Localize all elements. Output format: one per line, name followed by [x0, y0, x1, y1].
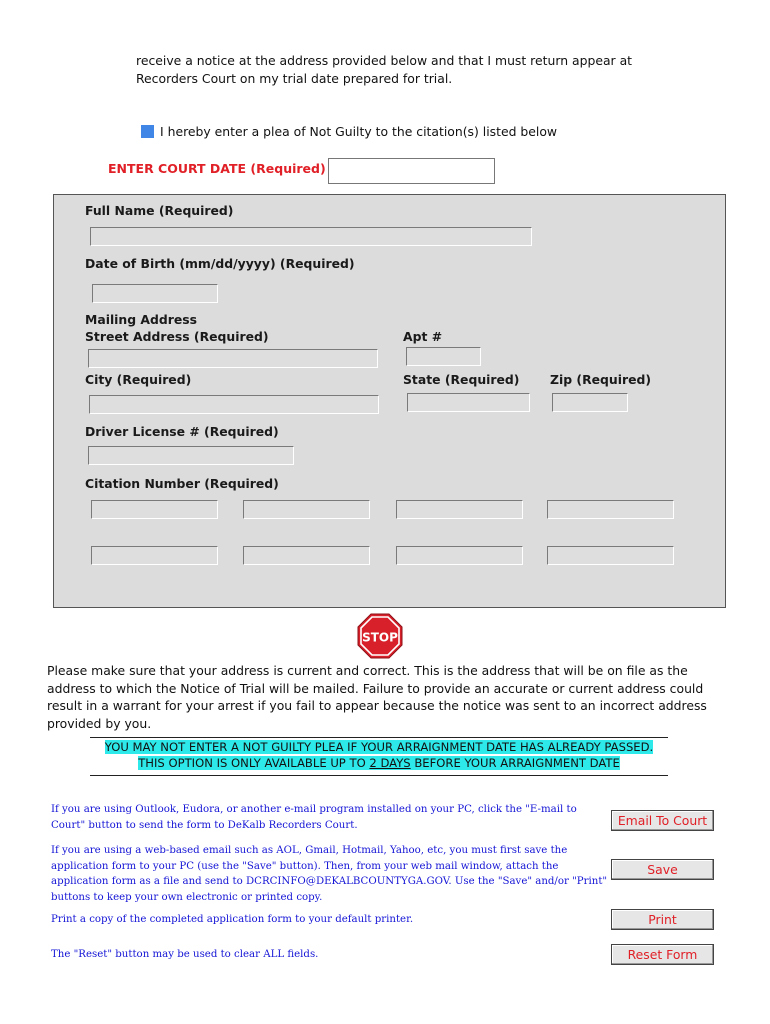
address-notice: Please make sure that your address is current and correct. This is the address that will be on file as the address to which the Notice of Trial will be mailed. Failure to provide an accurate or current address could result in a warrant for your arrest if you fail to appear because the notice was sent to an incorrect address provided by you.	[47, 663, 707, 731]
arraignment-warning	[90, 740, 668, 771]
plea-label: I hereby enter a plea of Not Guilty to the citation(s) listed below	[160, 124, 558, 139]
stop-sign-icon	[357, 613, 403, 659]
warning-line-2	[138, 756, 620, 770]
warning-line-2-post: BEFORE YOUR ARRAIGNMENT DATE	[410, 755, 620, 770]
street-address-input[interactable]	[88, 349, 378, 368]
citation-number-label: Citation Number (Required)	[85, 476, 279, 491]
state-label: State (Required)	[403, 372, 520, 387]
citation-input-4[interactable]	[547, 500, 674, 519]
save-instructions: If you are using a web-based email such as AOL, Gmail, Hotmail, Yahoo, etc, you must first save the application form to your PC (use the "Save" button). Then, from your web mail window, attach the application form as a file and send to DCRCINFO@DEKALBCOUNTYGA.GOV. Use the "Save" and/or "Print" buttons to keep your own electronic or printed copy.	[51, 845, 608, 903]
citation-input-7[interactable]	[396, 546, 523, 565]
warning-line-1: YOU MAY NOT ENTER A NOT GUILTY PLEA IF YOUR ARRAIGNMENT DATE HAS ALREADY PASSED.	[104, 740, 654, 754]
state-input[interactable]	[407, 393, 530, 412]
zip-label: Zip (Required)	[550, 372, 652, 387]
full-name-label: Full Name (Required)	[85, 203, 234, 218]
email-to-court-button[interactable]: Email To Court	[611, 810, 714, 831]
print-instructions: Print a copy of the completed application form to your default printer.	[51, 914, 414, 925]
stop-sign-text: STOP	[362, 630, 398, 645]
warning-line-2-pre: THIS OPTION IS ONLY AVAILABLE UP TO	[138, 755, 370, 770]
court-date-input[interactable]	[328, 158, 495, 184]
court-date-label: ENTER COURT DATE (Required)	[108, 161, 326, 176]
email-instructions: If you are using Outlook, Eudora, or another e-mail program installed on your PC, click the "E-mail to Court" button to send the form to DeKalb Recorders Court.	[51, 804, 577, 831]
intro-text	[136, 52, 656, 88]
full-name-input[interactable]	[90, 227, 532, 246]
plea-checkbox[interactable]	[141, 125, 154, 138]
citation-input-8[interactable]	[547, 546, 674, 565]
dob-label: Date of Birth (mm/dd/yyyy) (Required)	[85, 256, 355, 271]
citation-input-6[interactable]	[243, 546, 370, 565]
city-input[interactable]	[89, 395, 379, 414]
driver-license-label: Driver License # (Required)	[85, 424, 279, 439]
reset-form-button[interactable]: Reset Form	[611, 944, 714, 965]
warning-two-days: 2 DAYS	[369, 755, 411, 770]
city-label: City (Required)	[85, 372, 192, 387]
citation-input-1[interactable]	[91, 500, 218, 519]
warning-bottom-rule	[90, 775, 668, 776]
citation-input-2[interactable]	[243, 500, 370, 519]
dob-input[interactable]	[92, 284, 218, 303]
citation-input-5[interactable]	[91, 546, 218, 565]
apt-input[interactable]	[406, 347, 481, 366]
street-address-label: Street Address (Required)	[85, 329, 269, 344]
citation-input-3[interactable]	[396, 500, 523, 519]
driver-license-input[interactable]	[88, 446, 294, 465]
print-button[interactable]: Print	[611, 909, 714, 930]
intro-line-1: receive a notice at the address provided below and that I must return appear at	[136, 53, 633, 68]
warning-top-rule	[90, 737, 668, 738]
apt-label: Apt #	[403, 329, 443, 344]
reset-instructions: The "Reset" button may be used to clear ALL fields.	[51, 949, 319, 960]
mailing-address-label: Mailing Address	[85, 312, 198, 327]
intro-line-2: Recorders Court on my trial date prepared for trial.	[136, 71, 453, 86]
zip-input[interactable]	[552, 393, 628, 412]
save-button[interactable]: Save	[611, 859, 714, 880]
